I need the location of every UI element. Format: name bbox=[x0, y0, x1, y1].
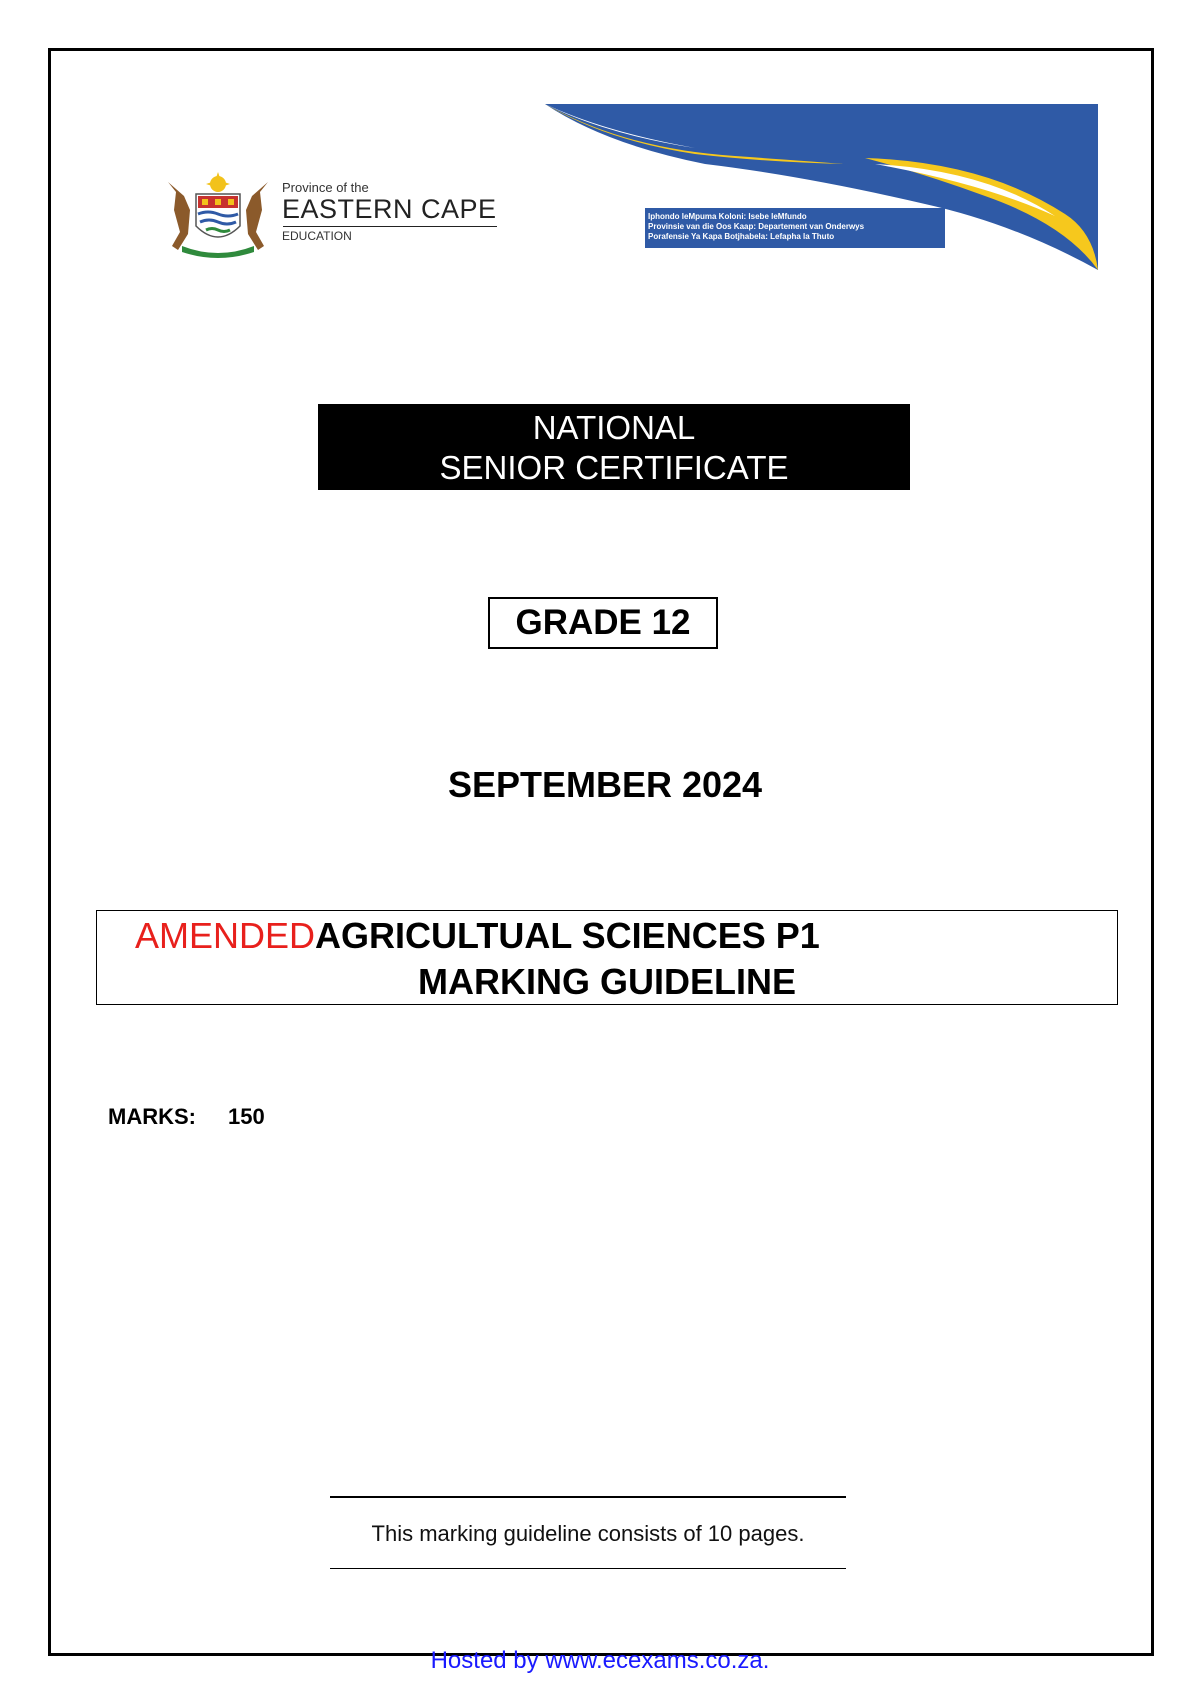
certificate-line-1: NATIONAL bbox=[532, 409, 696, 446]
banner-text bbox=[648, 212, 948, 242]
marks-label: MARKS: bbox=[108, 1104, 196, 1129]
department-label: EDUCATION bbox=[282, 229, 352, 243]
banner-line: Porafensie Ya Kapa Botjhabela: Lefapha la Thuto bbox=[648, 232, 835, 241]
grade-box: GRADE 12 bbox=[488, 597, 718, 649]
marks bbox=[108, 1104, 265, 1130]
certificate-title-box bbox=[318, 404, 910, 490]
subject-title-line bbox=[135, 915, 820, 957]
footer-rule-bottom bbox=[330, 1568, 846, 1569]
page-count-note: This marking guideline consists of 10 pages. bbox=[371, 1521, 805, 1546]
banner-line: Provinsie van die Oos Kaap: Departement van Onderwys bbox=[648, 222, 865, 231]
coat-of-arms-icon bbox=[162, 170, 274, 258]
marks-value: 150 bbox=[228, 1104, 265, 1129]
certificate-line-2: SENIOR CERTIFICATE bbox=[439, 449, 789, 486]
province-banner bbox=[545, 104, 1098, 270]
banner-line: Iphondo leMpuma Koloni: Isebe leMfundo bbox=[648, 212, 807, 221]
subject-box bbox=[96, 910, 1118, 1005]
subject-subtitle: MARKING GUIDELINE bbox=[418, 961, 796, 1002]
page-border bbox=[48, 48, 1154, 1656]
region-name: EASTERN CAPE bbox=[282, 194, 497, 224]
logo-rule bbox=[283, 226, 497, 227]
province-label: Province of the bbox=[282, 180, 369, 195]
footer-rule-top bbox=[330, 1496, 846, 1498]
eastern-cape-logo bbox=[162, 170, 502, 260]
amended-label: AMENDED bbox=[135, 915, 316, 956]
hosted-by-link[interactable]: Hosted by www.ecexams.co.za. bbox=[430, 1647, 770, 1674]
subject-title: AGRICULTUAL SCIENCES P1 bbox=[315, 915, 820, 956]
exam-date: SEPTEMBER 2024 bbox=[447, 764, 763, 805]
